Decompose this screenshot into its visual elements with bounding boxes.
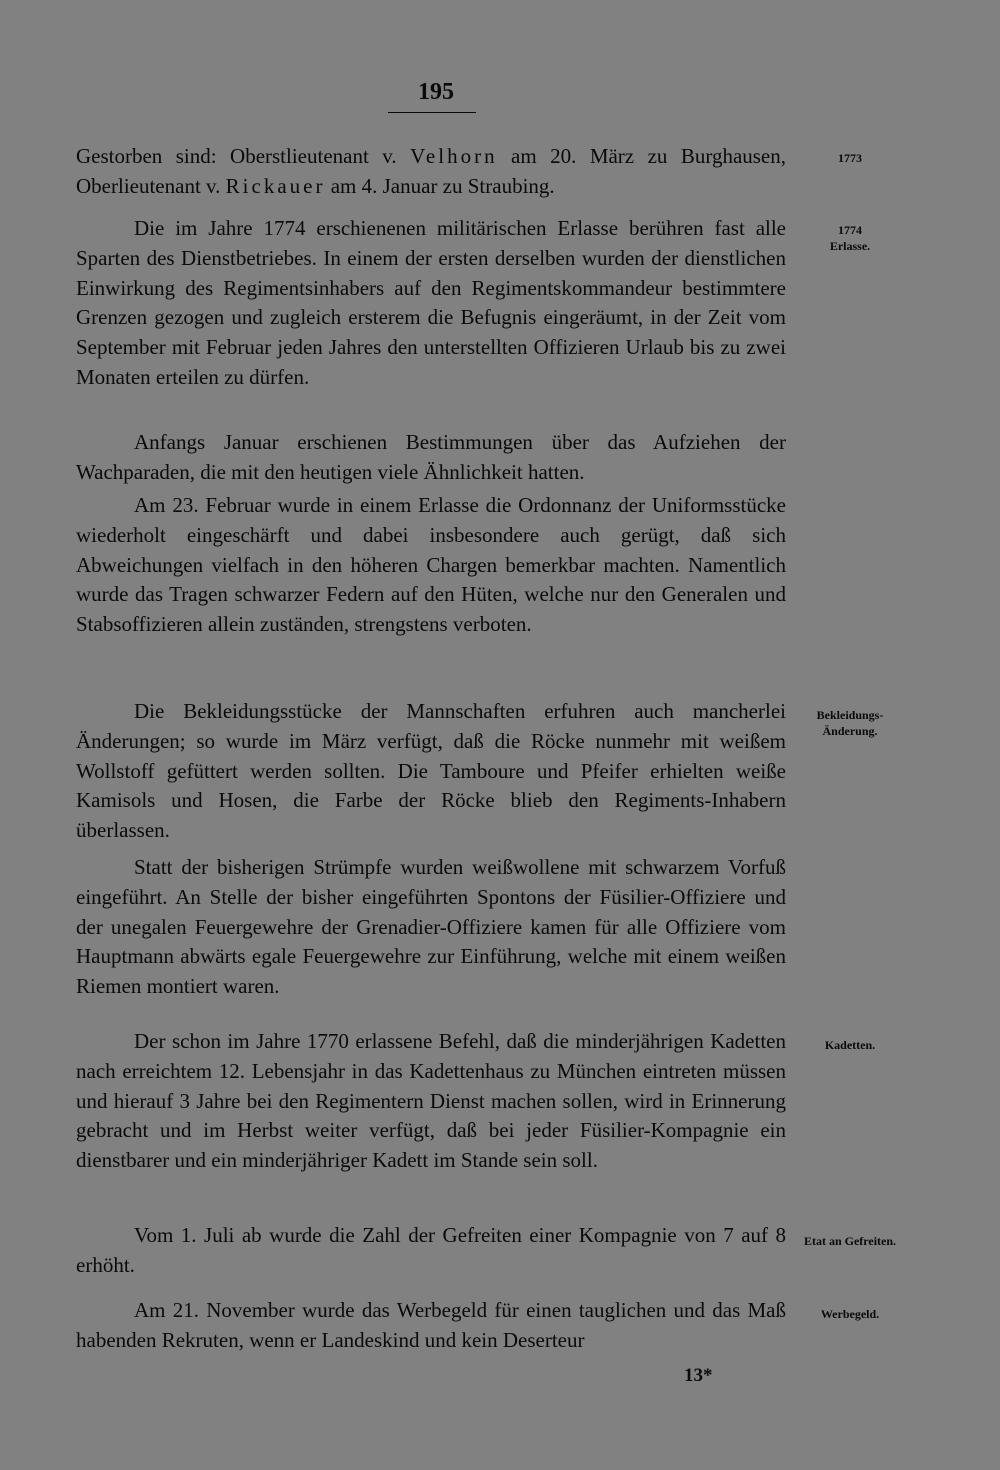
margin-note-erlasse-label: Erlasse. — [829, 239, 871, 253]
margin-note-etat — [790, 1233, 910, 1249]
paragraph-struempfe: Statt der bisherigen Strümpfe wurden weißwollene mit schwarzem Vorfuß eingeführt. An Stelle der bisher eingeführten Spontons der Füsilier-Offiziere und der unegalen Feuergewehre der Grenadier-Offiziere kamen für alle Offiziere vom Hauptmann abwärts egale Feuergewehre zur Einführung, welche mit einem weißen Riemen montiert waren. — [76, 855, 786, 999]
paragraph-deaths-before: Gestorben sind: Oberstlieutenant v. — [76, 144, 411, 168]
paragraph-deaths-after: am 4. Januar zu Straubing. — [325, 173, 555, 198]
paragraph-wachparaden: Anfangs Januar erschienen Bestimmungen über das Aufziehen der Wachparaden, die mit den heutigen viele Ähnlichkeit hatten. — [76, 430, 786, 484]
name-rickauer: Rickauer — [225, 173, 326, 198]
margin-note-1773-year: 1773 — [838, 151, 862, 165]
margin-note-1773 — [795, 150, 905, 166]
paragraph-werbegeld: Am 21. November wurde das Werbegeld für einen tauglichen und das Maß habenden Rekruten, wenn er Landeskind und kein Deserteur — [76, 1298, 786, 1352]
paragraph-uniformsstuecke: Am 23. Februar wurde in einem Erlasse die Ordonnanz der Uniformsstücke wiederholt eingeschärft und dabei insbesondere auch gerügt, daß sich Abweichungen vielfach in den höheren Chargen bemerkbar machten. Namentlich wurde das Tragen schwarzer Federn auf den Hüten, welche nur den Generalen und Stabsoffizieren allein zuständen, strengstens verboten. — [76, 493, 786, 637]
paragraph-gefreiten: Vom 1. Juli ab wurde die Zahl der Gefreiten einer Kompagnie von 7 auf 8 erhöht. — [76, 1223, 786, 1277]
paragraph-deaths-mid: am 20. März zu Burghausen, Oberlieutenant v. — [76, 144, 787, 198]
name-velhorn: Velhorn — [410, 144, 498, 168]
paragraph-bekleidung: Die Bekleidungsstücke der Mannschaften erfuhren auch mancherlei Änderungen; so wurde im März verfügt, daß die Röcke nunmehr mit weißem Wollstoff gefüttert werden sollten. Die Tamboure und Pfeifer erhielten weiße Kamisols und Hosen, die Farbe der Röcke blieb den Regiments-Inhabern überlassen. — [76, 699, 786, 843]
margin-note-bekleidung-line1: Bekleidungs- — [816, 708, 884, 722]
paragraph-kadetten: Der schon im Jahre 1770 erlassene Befehl, daß die minderjährigen Kadetten nach erreichtem 12. Lebensjahr in das Kadettenhaus zu München eintreten müssen und hierauf 3 Jahre bei den Regimentern Dienst machen sollen, wird in Erinnerung gebracht und im Herbst weiter verfügt, daß bei jeder Füsilier-Kompagnie ein dienstbarer und ein minderjähriger Kadett im Stande sein soll. — [76, 1029, 786, 1173]
margin-note-kadetten-label: Kadetten. — [824, 1038, 876, 1052]
margin-note-kadetten — [795, 1037, 905, 1053]
paragraph-erlasse: Die im Jahre 1774 erschienenen militärischen Erlasse berühren fast alle Sparten des Dienstbetriebes. In einem der ersten derselben wurden der dienstlichen Einwirkung des Regimentsinhabers auf den Regimentskommandeur bestimmtere Grenzen gezogen und zugleich ersterem die Befugnis eingeräumt, in der Zeit vom September mit Februar jeden Jahres den unterstellten Offizieren Urlaub bis zu zwei Monaten erteilen zu dürfen. — [76, 216, 786, 389]
page-number: 195 — [418, 79, 454, 105]
margin-note-bekleidung — [795, 707, 905, 739]
margin-note-bekleidung-line2: Änderung. — [822, 724, 878, 738]
margin-note-erlasse — [795, 222, 905, 254]
margin-note-erlasse-year: 1774 — [838, 223, 862, 237]
page-number-rule — [388, 112, 476, 113]
margin-note-etat-label: Etat an Gefreiten. — [803, 1234, 897, 1248]
margin-note-werbegeld-label: Werbegeld. — [820, 1307, 880, 1321]
margin-note-werbegeld — [795, 1306, 905, 1322]
signature-mark: 13* — [684, 1365, 713, 1386]
paragraph-deaths — [76, 142, 786, 202]
